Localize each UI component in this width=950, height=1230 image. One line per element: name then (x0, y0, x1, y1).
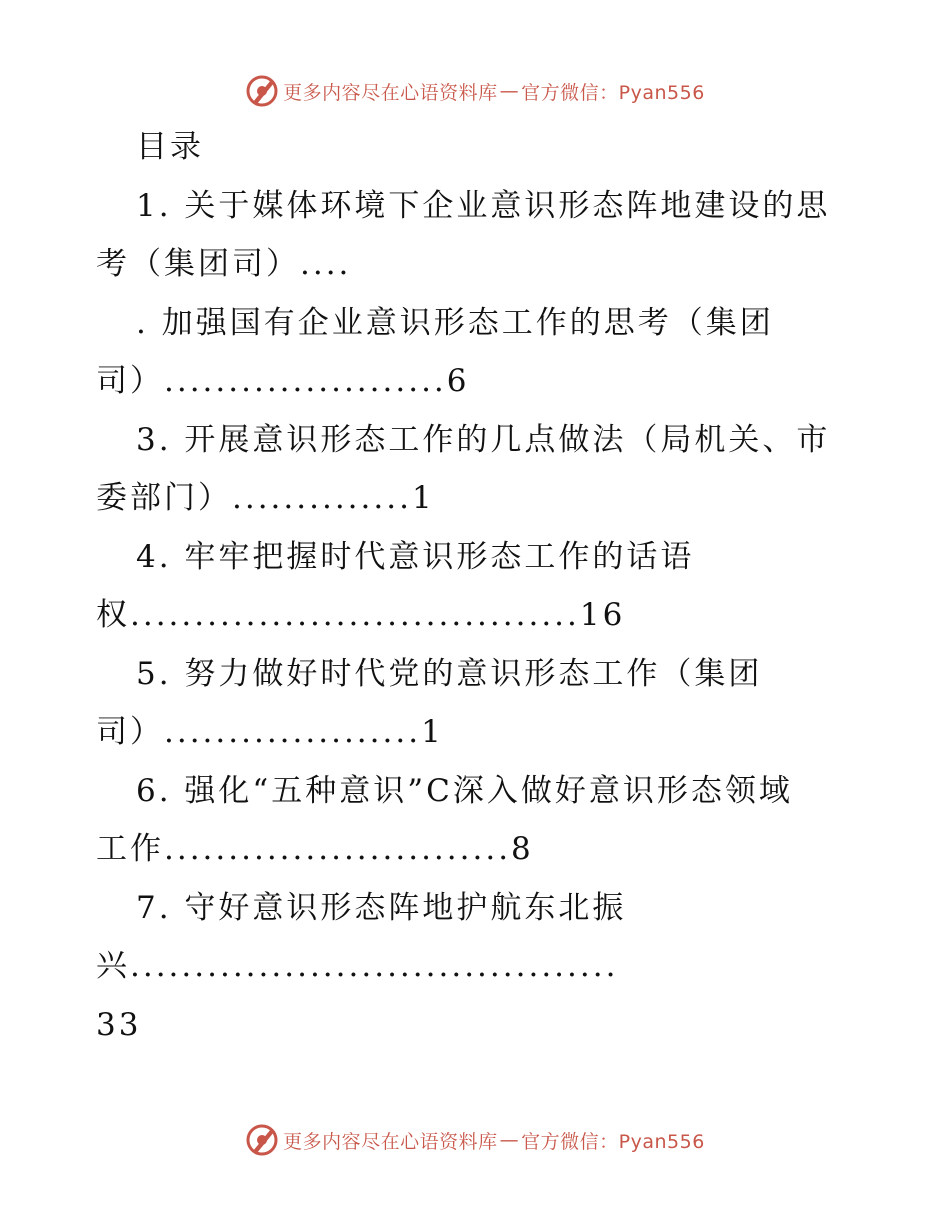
watermark-banner-top (0, 71, 950, 111)
quill-logo-icon (245, 1123, 279, 1157)
watermark-separator: — (499, 1129, 520, 1151)
toc-line: 33 (96, 1006, 142, 1043)
watermark-separator: — (499, 80, 520, 102)
toc-line: 4. 牢牢把握时代意识形态工作的话语 (136, 538, 695, 575)
toc-line: 6. 强化“五种意识”C深入做好意识形态领域 (136, 772, 793, 809)
toc-line: 兴...................................... (96, 948, 619, 984)
toc-heading: 目录 (136, 129, 204, 165)
toc-line: 司）....................1 (96, 714, 444, 750)
toc-line: 考（集团司）.... (96, 246, 352, 282)
toc-line: 3. 开展意识形态工作的几点做法（局机关、市 (136, 421, 831, 458)
watermark-contact: 官方微信：Pyan556 (521, 81, 705, 104)
toc-line: 5. 努力做好时代党的意识形态工作（集团 (136, 655, 763, 692)
watermark-banner-bottom (0, 1120, 950, 1160)
toc-line: 1. 关于媒体环境下企业意识形态阵地建设的思 (136, 187, 831, 224)
toc-line: . 加强国有企业意识形态工作的思考（集团 (136, 304, 774, 341)
table-of-contents (96, 118, 856, 1054)
toc-line: 7. 守好意识形态阵地护航东北振 (136, 889, 627, 926)
quill-logo-icon (245, 74, 279, 108)
toc-line: 工作...........................8 (96, 831, 534, 867)
toc-line: 权...................................16 (96, 597, 626, 633)
watermark-text: 更多内容尽在心语资料库 (283, 1130, 498, 1153)
watermark-contact: 官方微信：Pyan556 (521, 1130, 705, 1153)
watermark-text: 更多内容尽在心语资料库 (283, 81, 498, 104)
toc-line: 委部门）..............1 (96, 480, 435, 516)
toc-line: 司）......................6 (96, 363, 470, 399)
